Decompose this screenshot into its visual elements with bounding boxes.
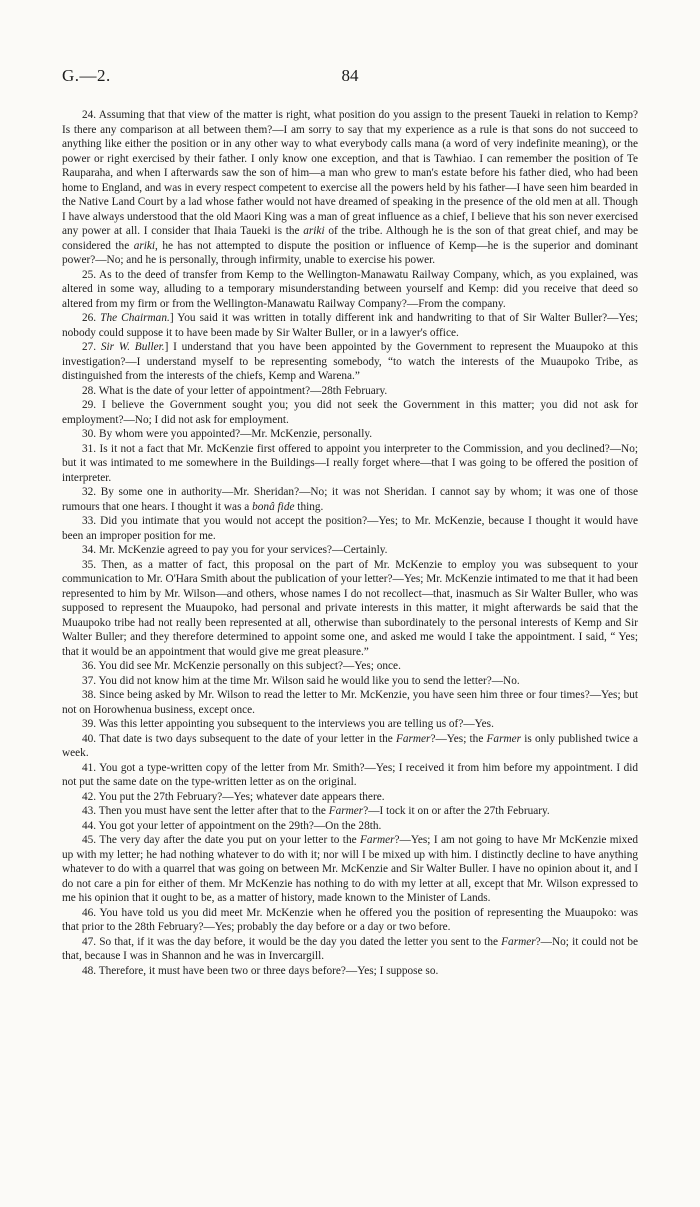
question-answer-paragraph: 37. You did not know him at the time Mr. Wilson said he would like you to send the letter?—No.	[82, 674, 520, 687]
page-header	[62, 66, 638, 88]
question-answer-paragraph: 47. So that, if it was the day before, it would be the day you dated the letter you sent to the Farmer?—No; it could not be that, because I was in Shannon and he was in Invercargill.	[62, 935, 638, 962]
question-answer-paragraph: 45. The very day after the date you put on your letter to the Farmer?—Yes; I am not going to have Mr McKenzie mixed up with my letter; he had nothing whatever to do with it; nor will I be mixed up with him. I distinctly decline to have anything whatever to do with a quarrel that was going on between Mr. McKenzie and Sir Walter Buller. I have no opinion about it, and I do not care a pin for either of them. Mr McKenzie has nothing to do with my letter at all, except that Mr. Wilson expressed to me his opinion that it ought to be, as a matter of history, made known to the Minister of Lands.	[62, 834, 638, 904]
page-reference: G.—2.	[62, 66, 111, 85]
question-answer-paragraph: 38. Since being asked by Mr. Wilson to read the letter to Mr. McKenzie, you have seen him three or four times?—Yes; but not on Horowhenua business, except once.	[62, 689, 638, 716]
question-answer-paragraph: 46. You have told us you did meet Mr. McKenzie when he offered you the position of representing the Muaupoko: was that prior to the 28th February?—Yes; probably the day before or a day or two before.	[62, 906, 638, 933]
question-answer-paragraph: 44. You got your letter of appointment on the 29th?—On the 28th.	[82, 819, 382, 832]
question-answer-paragraph: 32. By some one in authority—Mr. Sheridan?—No; it was not Sheridan. I cannot say by whom; it was one of those rumours that one hears. I thought it was a bonâ fide thing.	[62, 486, 638, 513]
testimony-body	[62, 108, 638, 978]
question-answer-paragraph: 29. I believe the Government sought you; you did not seek the Government in this matter; you did not ask for employment?—No; I did not ask for employment.	[62, 399, 638, 426]
page-number: 84	[341, 66, 359, 85]
question-answer-paragraph: 36. You did see Mr. McKenzie personally on this subject?—Yes; once.	[82, 660, 401, 672]
question-answer-paragraph: 25. As to the deed of transfer from Kemp to the Wellington-Manawatu Railway Company, which, as you explained, was altered in some way, alluding to a temporary misunderstanding between yourself and Kemp: did you receive that deed so altered from my firm or from the Wellington-Manawatu Railway Company?—From the company.	[62, 268, 638, 310]
question-answer-paragraph: 33. Did you intimate that you would not accept the position?—Yes; to Mr. McKenzie, because I thought it would have been an improper position for me.	[62, 515, 638, 542]
question-answer-paragraph: 40. That date is two days subsequent to the date of your letter in the Farmer?—Yes; the Farmer is only published twice a week.	[62, 732, 638, 759]
question-answer-paragraph: 42. You put the 27th February?—Yes; whatever date appears there.	[82, 790, 385, 803]
question-answer-paragraph: 43. Then you must have sent the letter after that to the Farmer?—I tock it on or after the 27th February.	[82, 805, 550, 817]
question-answer-paragraph: 27. Sir W. Buller.] I understand that you have been appointed by the Government to represent the Muaupoko at this investigation?—I understand myself to be representing somebody, “to watch the interests of the Muaupoko Tribe, as distinguished from the interests of the chiefs, Kemp and Warena.”	[62, 341, 638, 382]
question-answer-paragraph: 30. By whom were you appointed?—Mr. McKenzie, personally.	[82, 428, 373, 440]
question-answer-paragraph: 35. Then, as a matter of fact, this proposal on the part of Mr. McKenzie to employ you was subsequent to your communication to Mr. O'Hara Smith about the publication of your letter?—Yes; Mr. McKenzie intimated to me that it had been represented to him by Mr. Wilson—and others, whose names I do not recollect—that, inasmuch as Sir Walter Buller, who was supposed to represent the Muaupoko, had personal and private interests in this matter, it might afterwards be said that the Muaupoko tribe had not really been represented at all, otherwise than subordinately to the personal interests of Kemp and Sir Walter Buller; and they therefore determined to appoint some one, and asked me would I take the appointment. I said, “ Yes; that it would be an appointment that would give me great pleasure.”	[62, 558, 638, 658]
question-answer-paragraph: 34. Mr. McKenzie agreed to pay you for your services?—Certainly.	[82, 544, 388, 556]
question-answer-paragraph: 28. What is the date of your letter of appointment?—28th February.	[82, 384, 388, 397]
question-answer-paragraph: 48. Therefore, it must have been two or three days before?—Yes; I suppose so.	[82, 964, 439, 977]
question-answer-paragraph: 31. Is it not a fact that Mr. McKenzie first offered to appoint you interpreter to the Commission, and you declined?—No; but it was intimated to me somewhere in the Buildings—I really forget where—that I was going to be offered the position of interpreter.	[62, 442, 638, 484]
question-answer-paragraph: 41. You got a type-written copy of the letter from Mr. Smith?—Yes; I received it from him before my appointment. I did not put the same date on the type-written letter as on the original.	[62, 761, 638, 788]
question-answer-paragraph: 39. Was this letter appointing you subsequent to the interviews you are telling us of?—Yes.	[82, 718, 494, 730]
question-answer-paragraph: 24. Assuming that that view of the matter is right, what position do you assign to the present Taueki in relation to Kemp? Is there any comparison at all between them?—I am sorry to say that my experience as a rule is that sons do not succeed to anything like either the position or in any other way to what everybody calls mana (a word of very indefinite meaning), or the power or right exercised by their father. I only know one exception, and that is Tawhiao. I can remember the position of Te Rauparaha, and when I afterwards saw the son of him—a man who grew to man's estate before his father died, who had been home to England, and was in every respect competent to exercise all the powers held by his father—I have seen him bearded in the Native Land Court by a lad whose father would not have dreamed of speaking in the presence of the old men at all. Though I have always understood that the old Maori King was a man of great influence as a chief, I believe that his son never exercised any power at all. I consider that Ihaia Taueki is the ariki of the tribe. Although he is the son of that great chief, and may be considered the ariki, he has not attempted to dispute the position or influence of Kemp—he is the superior and dominant power?—No; and he is personally, through infirmity, unable to exercise his power.	[62, 109, 638, 266]
question-answer-paragraph: 26. The Chairman.] You said it was written in totally different ink and handwriting to that of Sir Walter Buller?—Yes; nobody could suppose it to have been made by Sir Walter Buller, or in a lawyer's office.	[62, 312, 638, 339]
